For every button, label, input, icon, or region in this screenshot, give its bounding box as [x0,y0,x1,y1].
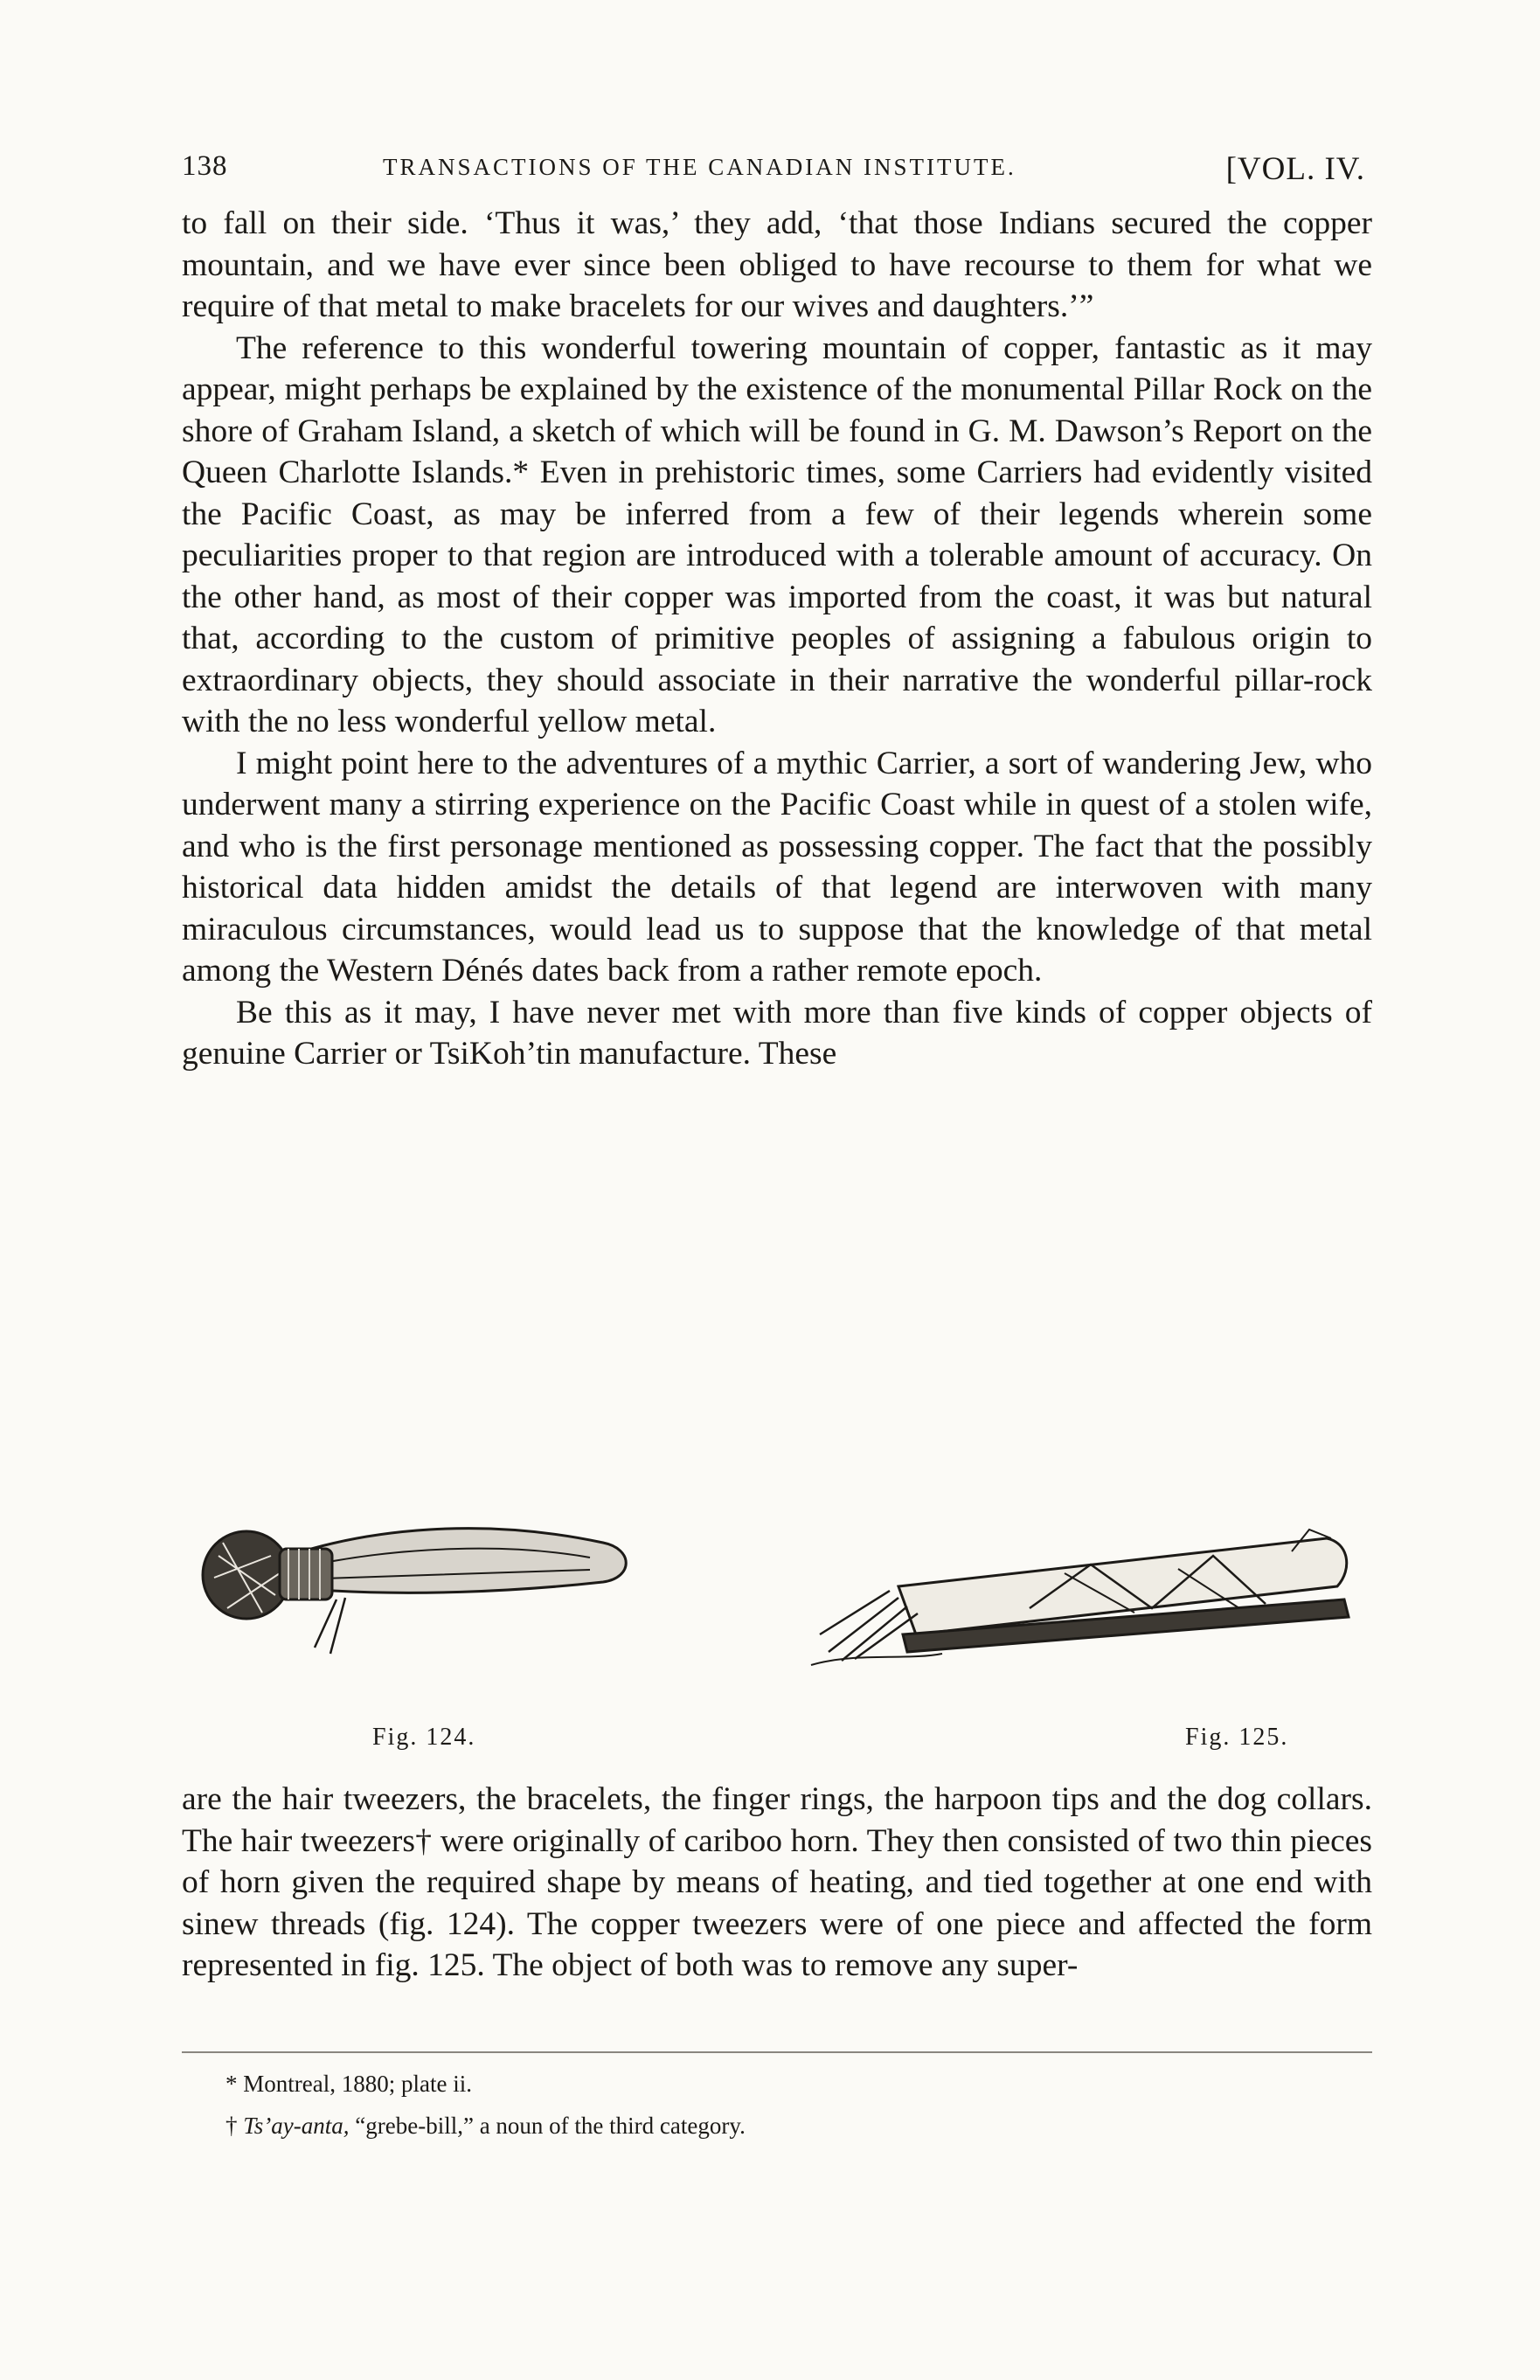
footnote-text: Montreal, 1880; plate ii. [243,2071,472,2097]
figures-row [182,1495,1372,1766]
footnote-mark: * [225,2071,238,2097]
paragraph: Be this as it may, I have never met with more than five kinds of copper objects of genuine Carrier or TsiKoh’tin manufacture. These [182,994,1372,1072]
running-title: TRANSACTIONS OF THE CANADIAN INSTITUTE. [383,154,1016,180]
footnotes [225,2063,1372,2147]
running-header [182,150,1372,203]
paragraph: to fall on their side. ‘Thus it was,’ they add, ‘that those Indians secured the copper mountain, and we have ever since been obliged to have recourse to them for what we require of that metal to make bracelets for our wives and daughters.’” [182,205,1372,324]
hair-tweezers-illustration [192,1495,647,1669]
footnote-term: Ts’ay-anta, [243,2113,350,2139]
figure-caption: Fig. 125. [1185,1724,1289,1751]
footnote [225,2105,1372,2147]
body-text-bottom [182,1779,1372,1987]
footnote-divider [182,2051,1372,2053]
page-number: 138 [182,150,228,182]
body-text-top [182,203,1372,1075]
copper-tweezers-illustration [802,1503,1370,1687]
paragraph: I might point here to the adventures of a mythic Carrier, a sort of wandering Jew, who underwent many a stirring experience on the Pacific Coast while in quest of a stolen wife, and who is the first personage mentioned as possessing copper. The fact that the possibly historical data hidden amidst the details of that legend are interwoven with many miraculous circumstances, would lead us to suppose that the knowledge of that metal among the Western Dénés dates back from a rather remote epoch. [182,745,1372,989]
footnote [225,2063,1372,2105]
paragraph: are the hair tweezers, the bracelets, the finger rings, the harpoon tips and the dog collars. The hair tweezers† were originally of cariboo horn. They then consisted of two thin pieces of horn given the required shape by means of heating, and tied together at one end with sinew threads (fig. 124). The copper tweezers were of one piece and affected the form represented in fig. 125. The object of both was to remove any super- [182,1781,1372,1983]
paragraph: The reference to this wonderful towering mountain of copper, fantastic as it may appear, might perhaps be explained by the existence of the monumental Pillar Rock on the shore of Graham Island, a sketch of which will be found in G. M. Dawson’s Report on the Queen Charlotte Islands.* Even in prehistoric times, some Carriers had evidently visited the Pacific Coast, as may be inferred from a few of their legends wherein some peculiarities proper to that region are introduced with a tolerable amount of accuracy. On the other hand, as most of their copper was imported from the coast, it was but natural that, according to the custom of primitive peoples of assigning a fabulous origin to extraordinary objects, they should associate in their narrative the wonderful pillar-rock with the no less wonderful yellow metal. [182,330,1372,739]
footnote-mark: † [225,2113,238,2139]
volume-label: [VOL. IV. [1225,151,1365,187]
figure-caption: Fig. 124. [372,1724,476,1751]
footnote-text: “grebe-bill,” a noun of the third category. [355,2113,746,2139]
